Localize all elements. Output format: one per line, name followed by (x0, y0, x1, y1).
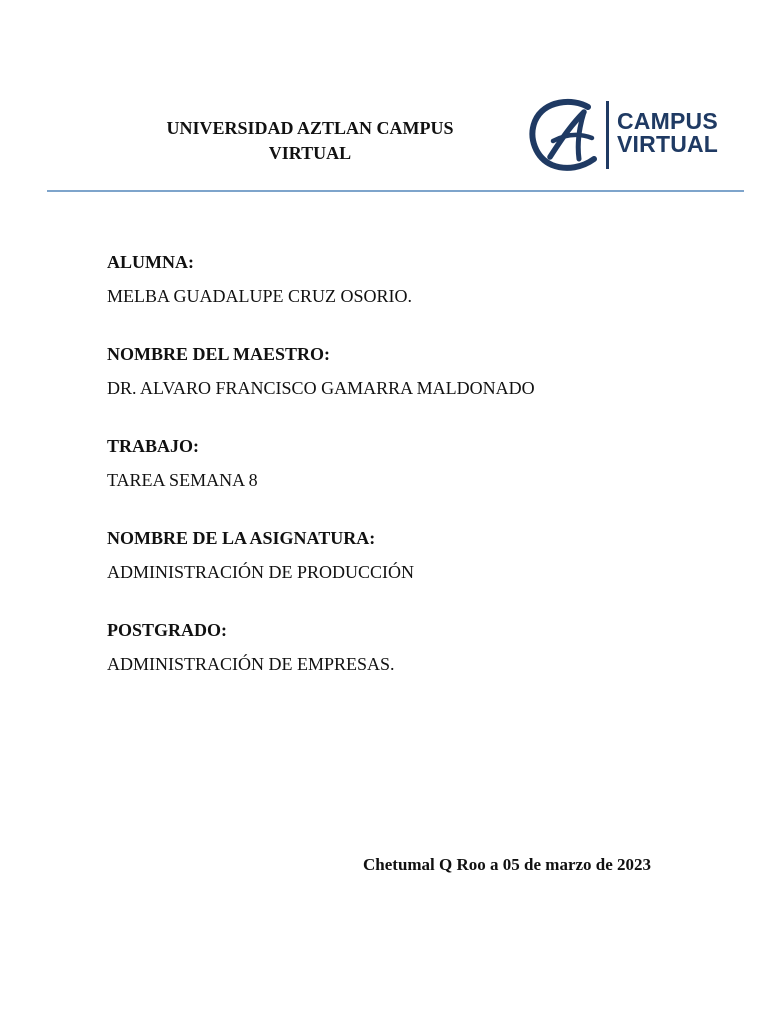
field-postgrado (107, 618, 727, 676)
document-title (130, 116, 490, 166)
field-alumna (107, 250, 727, 308)
header-divider (47, 190, 744, 192)
document-title-line-1: UNIVERSIDAD AZTLAN CAMPUS (166, 118, 454, 138)
field-nombre-de-la-asignatura (107, 526, 727, 584)
cover-fields (107, 250, 727, 710)
field-value: ADMINISTRACIÓN DE EMPRESAS. (107, 654, 395, 674)
field-value: MELBA GUADALUPE CRUZ OSORIO. (107, 286, 413, 306)
field-label: ALUMNA: (107, 252, 194, 272)
field-label: NOMBRE DEL MAESTRO: (107, 344, 331, 364)
field-nombre-del-maestro (107, 342, 727, 400)
campus-virtual-a-logo-icon (528, 98, 602, 172)
field-label: NOMBRE DE LA ASIGNATURA: (107, 528, 376, 548)
logo-wordmark-line-2: VIRTUAL (617, 131, 719, 157)
field-label: POSTGRADO: (107, 620, 228, 640)
campus-virtual-logo (528, 98, 728, 172)
field-value: DR. ALVARO FRANCISCO GAMARRA MALDONADO (107, 378, 535, 398)
field-value: ADMINISTRACIÓN DE PRODUCCIÓN (107, 562, 415, 582)
logo-divider (606, 101, 609, 169)
field-trabajo (107, 434, 727, 492)
document-title-line-2: VIRTUAL (268, 143, 352, 163)
logo-wordmark (617, 110, 718, 156)
field-value: TAREA SEMANA 8 (107, 470, 258, 490)
field-label: TRABAJO: (107, 436, 200, 456)
place-and-date: Chetumal Q Roo a 05 de marzo de 2023 (363, 855, 652, 874)
logo-wordmark-line-1: CAMPUS (617, 108, 718, 134)
